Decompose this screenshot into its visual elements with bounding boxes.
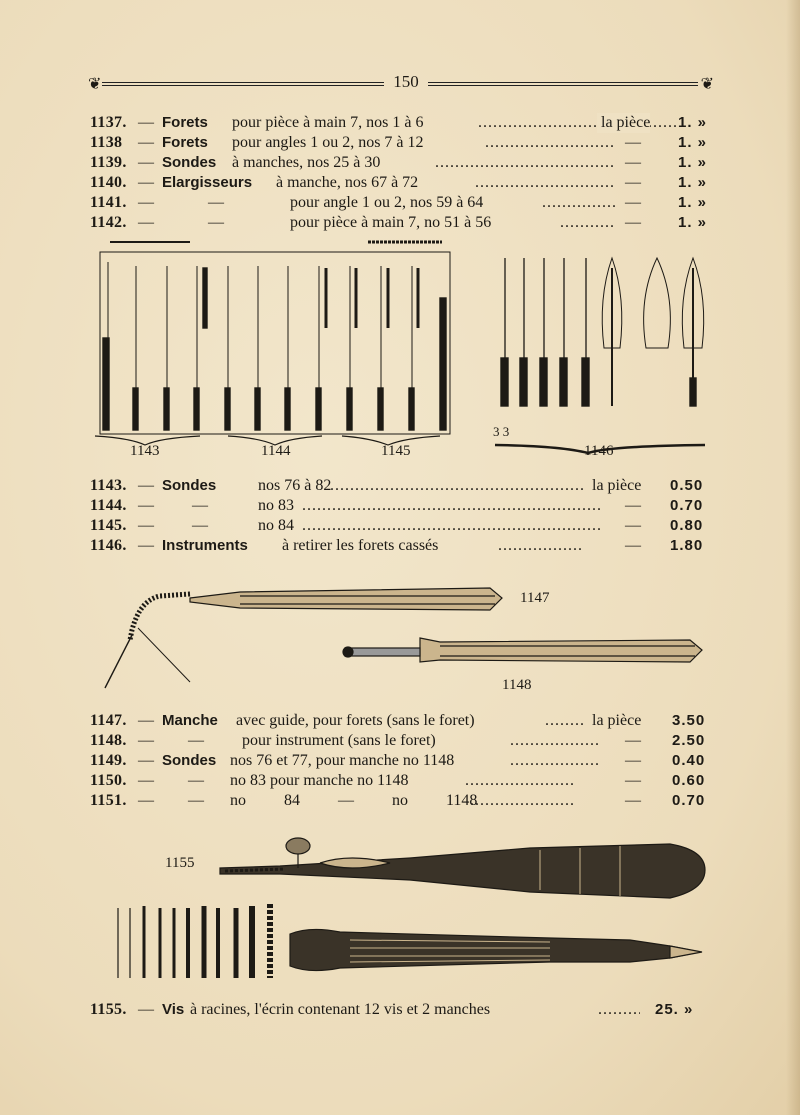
item-unit: —: [625, 214, 641, 231]
item-name: Forets: [162, 134, 208, 151]
item-dash: —: [138, 772, 154, 789]
item-unit: —: [625, 174, 641, 191]
item-price: 1. »: [678, 194, 708, 211]
item-number: 1147.: [90, 712, 127, 729]
catalogue-row: [90, 536, 715, 556]
figure-label-1147: 1147: [520, 590, 550, 606]
item-name: Sondes: [162, 154, 217, 171]
item-price: 1.80: [670, 537, 704, 554]
item-unit: —: [625, 752, 641, 769]
item-unit: la pièce: [592, 477, 642, 494]
item-description: à racines, l'écrin contenant 12 vis et 2 manches: [190, 1001, 491, 1018]
item-leader: [510, 751, 598, 771]
item-description: avec guide, pour forets (sans le foret): [236, 712, 475, 729]
item-number: 1141.: [90, 194, 127, 211]
item-price: 1. »: [678, 134, 708, 151]
catalogue-row: [90, 731, 715, 751]
catalogue-row: [90, 751, 715, 771]
item-leader: [465, 771, 575, 791]
catalogue-row: [90, 771, 715, 791]
item-number: 1148.: [90, 732, 127, 749]
item-unit: —: [625, 732, 641, 749]
item-dash: —: [138, 497, 154, 514]
item-price: 0.70: [672, 792, 706, 809]
item-name: Vis: [162, 1001, 185, 1018]
item-dash: —: [138, 174, 154, 191]
item-unit: —: [625, 154, 641, 171]
item-price: 2.50: [672, 732, 706, 749]
item-leader: [435, 153, 615, 173]
item-leader: [475, 173, 615, 193]
item-name: —: [192, 517, 208, 534]
item-number: 1139.: [90, 154, 127, 171]
item-description: pour pièce à main 7, no 51 à 56: [290, 214, 492, 231]
item-name: —: [192, 497, 208, 514]
figure-label-1144: 1144: [261, 443, 291, 459]
item-leader: [302, 516, 602, 536]
item-number: 1144.: [90, 497, 127, 514]
item-unit: —: [625, 194, 641, 211]
item-leader: [598, 1000, 640, 1020]
item-leader: [498, 536, 583, 556]
catalogue-row: [90, 476, 715, 496]
item-name: —: [188, 792, 204, 809]
item-price: 0.70: [670, 497, 704, 514]
item-unit: —: [625, 772, 641, 789]
figure-label-1146: 1146: [584, 443, 614, 459]
item-price: 1. »: [678, 214, 708, 231]
right-ornament-icon: ❦: [700, 74, 714, 93]
item-number: 1146.: [90, 537, 127, 554]
item-description: pour angle 1 ou 2, nos 59 à 64: [290, 194, 484, 211]
item-price: 1. »: [678, 174, 708, 191]
item-name: —: [188, 772, 204, 789]
item-price: 3.50: [672, 712, 706, 729]
item-leader: [330, 476, 585, 496]
item-description: nos 76 et 77, pour manche no 1148: [230, 752, 455, 769]
manches-illustration: [90, 570, 720, 700]
item-description: no 83: [258, 497, 294, 514]
item-leader: [470, 791, 575, 811]
item-dash: —: [138, 732, 154, 749]
item-dash: —: [138, 792, 154, 809]
item-leader: [542, 193, 615, 213]
item-price: 0.80: [670, 517, 704, 534]
item-number: 1145.: [90, 517, 127, 534]
item-dash: —: [138, 154, 154, 171]
item-unit: la pièce: [592, 712, 642, 729]
item-unit: la pièce: [597, 113, 650, 133]
item-leader: [560, 213, 615, 233]
item-number: 1150.: [90, 772, 127, 789]
item-name: Sondes: [162, 752, 217, 769]
item-price: 1. »: [678, 114, 708, 131]
item-leader: [510, 731, 598, 751]
item-dash: —: [138, 114, 154, 131]
catalogue-row: [90, 113, 715, 133]
sondes-illustration: [90, 238, 720, 468]
item-unit: —: [625, 792, 641, 809]
figure-small-label: 3 3: [493, 424, 510, 439]
item-unit: —: [625, 497, 641, 514]
header-rule-right: [428, 82, 698, 86]
item-price: 1. »: [678, 154, 708, 171]
catalogue-row: [90, 193, 715, 213]
item-name: Forets: [162, 114, 208, 131]
figure-label-1148: 1148: [502, 677, 532, 693]
item-description: pour angles 1 ou 2, nos 7 à 12: [232, 134, 424, 151]
item-dash: —: [138, 194, 154, 211]
item-description: à manches, nos 25 à 30: [232, 154, 381, 171]
item-dash: —: [138, 214, 154, 231]
item-price: 0.60: [672, 772, 706, 789]
item-name: Instruments: [162, 537, 248, 554]
item-name: —: [188, 732, 204, 749]
item-dash: —: [138, 537, 154, 554]
item-name: —: [208, 194, 224, 211]
item-description: no 83 pour manche no 1148: [230, 772, 409, 789]
catalogue-row: [90, 173, 715, 193]
item-dash: —: [138, 517, 154, 534]
item-number: 1137.: [90, 114, 127, 131]
vis-racines-illustration: [110, 828, 710, 988]
item-dash: —: [138, 134, 154, 151]
catalogue-row: [90, 791, 715, 811]
figure-label-1155: 1155: [165, 855, 195, 871]
item-description: no 84: [258, 517, 294, 534]
catalogue-row: [90, 153, 715, 173]
figure-label-1143: 1143: [130, 443, 160, 459]
page-edge-shadow: [786, 0, 800, 1115]
item-description: no 84 — no 1148: [230, 792, 478, 809]
catalogue-row: [90, 133, 715, 153]
item-number: 1140.: [90, 174, 127, 191]
item-name: Sondes: [162, 477, 217, 494]
item-number: 1155.: [90, 1001, 127, 1018]
figure-label-1145: 1145: [381, 443, 411, 459]
item-dash: —: [138, 1001, 154, 1018]
item-leader: [485, 133, 615, 153]
page-header: [88, 72, 714, 98]
catalogue-row: [90, 213, 715, 233]
left-ornament-icon: ❦: [88, 74, 102, 93]
item-price: 25. »: [655, 1001, 694, 1018]
item-description: pour pièce à main 7, nos 1 à 6: [232, 114, 424, 131]
header-rule-left: [102, 82, 384, 86]
item-number: 1138: [90, 134, 123, 151]
item-dash: —: [138, 712, 154, 729]
item-price: 0.40: [672, 752, 706, 769]
item-description: pour instrument (sans le foret): [242, 732, 436, 749]
item-unit: —: [625, 537, 641, 554]
page-number: 150: [393, 72, 419, 91]
item-number: 1143.: [90, 477, 127, 494]
item-number: 1142.: [90, 214, 127, 231]
item-unit: —: [625, 134, 641, 151]
item-number: 1149.: [90, 752, 127, 769]
catalogue-row: [90, 516, 715, 536]
item-description: à retirer les forets cassés: [282, 537, 439, 554]
item-description: à manche, nos 67 à 72: [276, 174, 419, 191]
item-name: Elargisseurs: [162, 174, 253, 191]
item-description: nos 76 à 82: [258, 477, 332, 494]
item-name: —: [208, 214, 224, 231]
catalogue-row: [90, 496, 715, 516]
catalogue-row: [90, 1000, 715, 1020]
item-price: 0.50: [670, 477, 704, 494]
item-leader: [302, 496, 602, 516]
item-dash: —: [138, 477, 154, 494]
item-unit: —: [625, 517, 641, 534]
item-number: 1151.: [90, 792, 127, 809]
catalogue-row: [90, 711, 715, 731]
item-name: Manche: [162, 712, 218, 729]
item-dash: —: [138, 752, 154, 769]
item-leader: [545, 711, 585, 731]
